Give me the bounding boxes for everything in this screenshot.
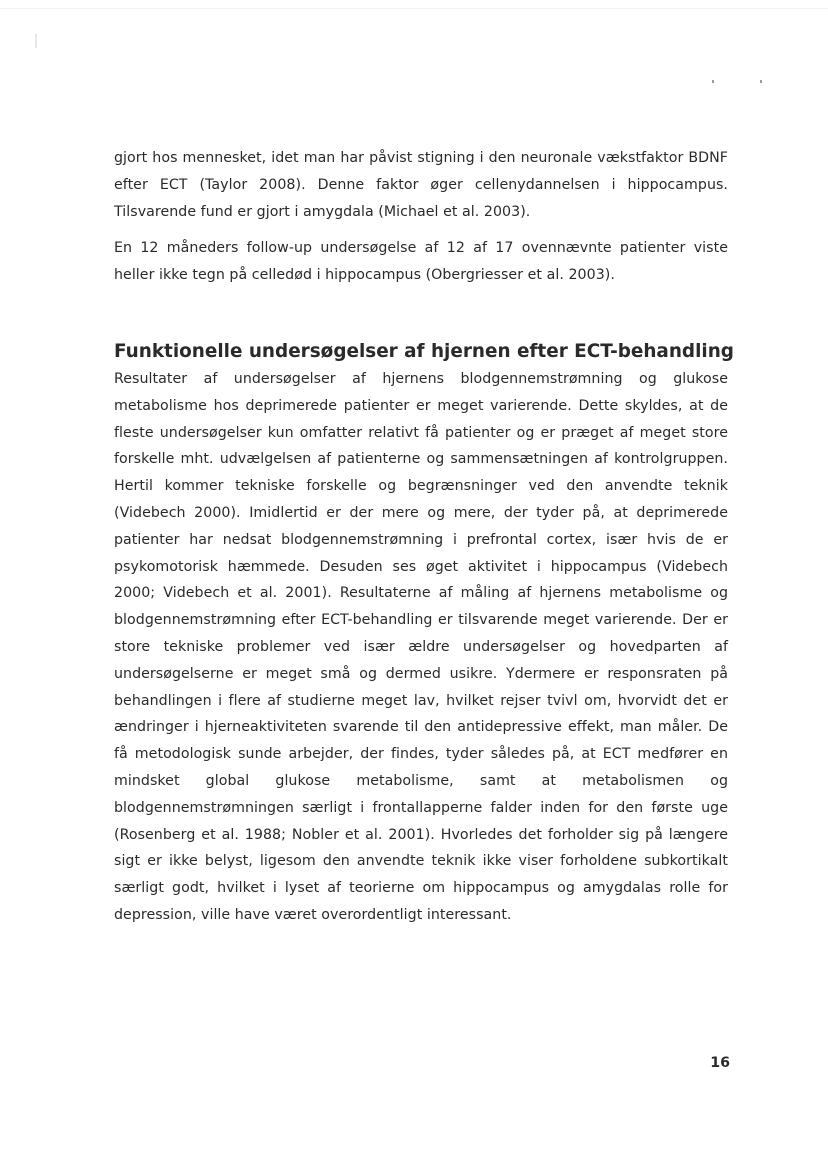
page-content — [114, 145, 734, 929]
section-paragraph: Resultater af undersøgelser af hjernens blodgennemstrømning og glukose metabolisme hos deprimerede patienter er meget varierende. Dette skyldes, at de fleste undersøgelser kun omfatter relativt få patienter og er præget af meget store forskelle mht. udvælgelsen af patienterne og sammensætningen af kontrolgruppen. Hertil kommer tekniske forskelle og begrænsninger ved den anvendte teknik (Videbech 2000). Imidlertid er der mere og mere, der tyder på, at deprimerede patienter har nedsat blodgennemstrømning i prefrontal cortex, især hvis de er psykomotorisk hæmmede. Desuden ses øget aktivitet i hippocampus (Videbech 2000; Videbech et al. 2001). Resultaterne af måling af hjernens metabolisme og blodgennemstrømning efter ECT-behandling er tilsvarende meget varierende. Der er store tekniske problemer ved især ældre undersøgelser og hovedparten af undersøgelserne er meget små og dermed usikre. Ydermere er responsraten på behandlingen i flere af studierne meget lav, hvilket rejser tvivl om, hvorvidt det er ændringer i hjerneaktiviteten svarende til den antidepressive effekt, man måler. De få metodologisk sunde arbejder, der findes, tyder således på, at ECT medfører en mindsket global glukose metabolisme, samt at metabolismen og blodgennemstrømningen særligt i frontallapperne falder inden for den første uge (Rosenberg et al. 1988; Nobler et al. 2001). Hvorledes det forholder sig på længere sigt er ikke belyst, ligesom den anvendte teknik ikke viser forholdene subkortikalt særligt godt, hvilket i lyset af teorierne om hippocampus og amygdalas rolle for depression, ville have været overordentligt interessant. — [114, 370, 728, 923]
scan-speck — [712, 80, 714, 83]
scan-edge-line — [0, 8, 828, 9]
body-paragraph: En 12 måneders follow-up undersøgelse af 12 af 17 ovennævnte patienter viste heller ikke tegn på celledød i hippocampus (Obergriesser et al. 2003). — [114, 240, 728, 284]
scan-artifact-mark — [35, 34, 37, 48]
body-paragraph: gjort hos mennesket, idet man har påvist stigning i den neuronale vækstfaktor BDNF efter ECT (Taylor 2008). Denne faktor øger cellenydannelsen i hippocampus. Tilsvarende fund er gjort i amygdala (Michael et al. 2003). — [114, 150, 728, 220]
page-number: 16 — [710, 1055, 730, 1071]
scan-speck — [760, 80, 762, 83]
section-heading: Funktionelle undersøgelser af hjernen efter ECT-behandling — [114, 340, 734, 362]
